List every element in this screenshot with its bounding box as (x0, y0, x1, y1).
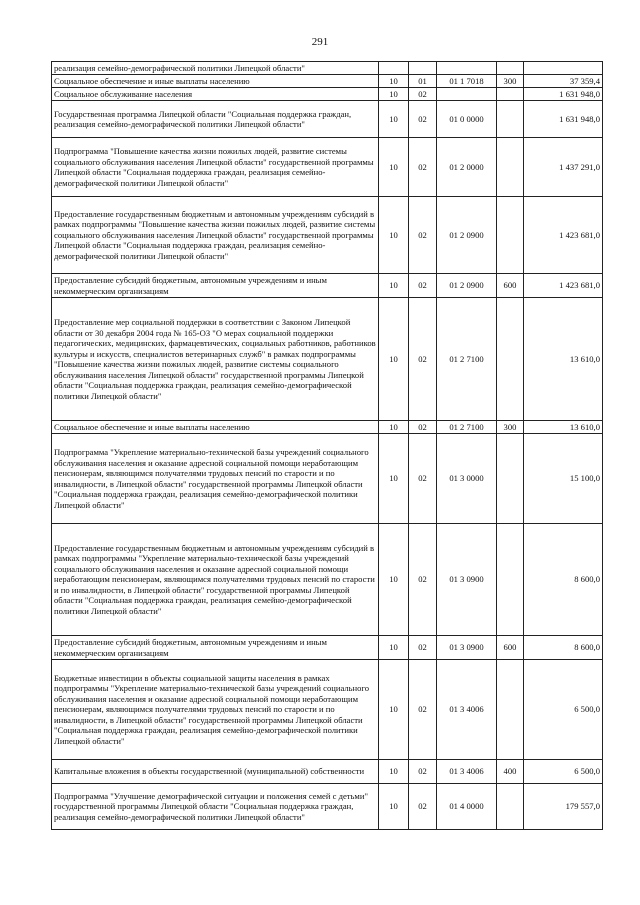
section-code (379, 62, 409, 75)
amount: 6 500,0 (524, 760, 603, 784)
row-name: Подпрограмма "Улучшение демографической ситуации и положения семей с детьми" государственной программы Липецкой области "Социальная поддержка граждан, реализация семейно-демографической политики Липецкой области" (52, 784, 379, 830)
amount: 8 600,0 (524, 524, 603, 636)
subsection-code: 02 (409, 524, 437, 636)
expense-type-code (497, 660, 524, 760)
page-number: 291 (311, 36, 329, 48)
section-code: 10 (379, 101, 409, 138)
section-code: 10 (379, 421, 409, 434)
target-article-code: 01 2 7100 (437, 298, 497, 421)
table-row (52, 101, 603, 138)
section-code: 10 (379, 298, 409, 421)
amount: 1 423 681,0 (524, 274, 603, 298)
section-code: 10 (379, 636, 409, 660)
row-name: Предоставление государственным бюджетным и автономным учреждениям субсидий в рамках подпрограммы "Укрепление материально-технической базы учреждений социального обслуживания населения и оказание адресной социальной помощи неработающим пенсионерам, являющимся получателями трудовых пенсий по старости и по инвалидности, в Липецкой области" государственной программы Липецкой области "Социальная поддержка граждан, реализация семейно-демографической политики Липецкой области" (52, 524, 379, 636)
subsection-code: 02 (409, 197, 437, 274)
amount: 13 610,0 (524, 421, 603, 434)
target-article-code: 01 3 4006 (437, 760, 497, 784)
section-code: 10 (379, 660, 409, 760)
section-code: 10 (379, 88, 409, 101)
amount: 6 500,0 (524, 660, 603, 760)
amount: 1 423 681,0 (524, 197, 603, 274)
table-row (52, 421, 603, 434)
row-name: Подпрограмма "Повышение качества жизни пожилых людей, развитие системы социального обслуживания населения Липецкой области" государственной программы Липецкой области "Социальная поддержка граждан, реализация семейно-демографической политики Липецкой области" (52, 138, 379, 197)
row-name: реализация семейно-демографической политики Липецкой области" (52, 62, 379, 75)
amount (524, 62, 603, 75)
subsection-code: 02 (409, 101, 437, 138)
row-name: Государственная программа Липецкой области "Социальная поддержка граждан, реализация семейно-демографической политики Липецкой области" (52, 101, 379, 138)
expense-type-code (497, 88, 524, 101)
section-code: 10 (379, 434, 409, 524)
target-article-code (437, 62, 497, 75)
section-code: 10 (379, 524, 409, 636)
table-row (52, 784, 603, 830)
expense-type-code: 300 (497, 75, 524, 88)
amount: 1 631 948,0 (524, 88, 603, 101)
expense-type-code (497, 101, 524, 138)
table-row (52, 524, 603, 636)
section-code: 10 (379, 760, 409, 784)
row-name: Предоставление государственным бюджетным и автономным учреждениям субсидий в рамках подпрограммы "Повышение качества жизни пожилых людей, развитие системы социального обслуживания населения Липецкой области" государственной программы Липецкой области "Социальная поддержка граждан, реализация семейно-демографической политики Липецкой области" (52, 197, 379, 274)
target-article-code (437, 88, 497, 101)
expense-type-code (497, 434, 524, 524)
subsection-code: 02 (409, 274, 437, 298)
amount: 179 557,0 (524, 784, 603, 830)
amount: 1 631 948,0 (524, 101, 603, 138)
expense-type-code: 600 (497, 274, 524, 298)
expense-type-code (497, 784, 524, 830)
amount: 15 100,0 (524, 434, 603, 524)
subsection-code: 02 (409, 88, 437, 101)
table-row (52, 760, 603, 784)
expense-type-code (497, 298, 524, 421)
section-code: 10 (379, 75, 409, 88)
row-name: Бюджетные инвестиции в объекты социальной защиты населения в рамках подпрограммы "Укрепление материально-технической базы учреждений социального обслуживания населения и оказание адресной социальной помощи неработающим пенсионерам, являющимся получателями трудовых пенсий по старости и по инвалидности, в Липецкой области" государственной программы Липецкой области "Социальная поддержка граждан, реализация семейно-демографической политики Липецкой области" (52, 660, 379, 760)
subsection-code: 02 (409, 784, 437, 830)
subsection-code: 02 (409, 421, 437, 434)
table-row (52, 660, 603, 760)
table-row (52, 138, 603, 197)
target-article-code: 01 3 0900 (437, 524, 497, 636)
target-article-code: 01 2 0900 (437, 197, 497, 274)
row-name: Предоставление субсидий бюджетным, автономным учреждениям и иным некоммерческим организациям (52, 274, 379, 298)
row-name: Социальное обеспечение и иные выплаты населению (52, 421, 379, 434)
subsection-code: 02 (409, 636, 437, 660)
row-name: Подпрограмма "Укрепление материально-технической базы учреждений социального обслуживания населения и оказание адресной социальной помощи неработающим пенсионерам, являющимся получателями трудовых пенсий по старости и по инвалидности, в Липецкой области" государственной программы Липецкой области "Социальная поддержка граждан, реализация семейно-демографической политики Липецкой области" (52, 434, 379, 524)
target-article-code: 01 4 0000 (437, 784, 497, 830)
amount: 13 610,0 (524, 298, 603, 421)
table-row (52, 62, 603, 75)
target-article-code: 01 3 0000 (437, 434, 497, 524)
target-article-code: 01 3 4006 (437, 660, 497, 760)
amount: 37 359,4 (524, 75, 603, 88)
amount: 1 437 291,0 (524, 138, 603, 197)
row-name: Капитальные вложения в объекты государственной (муниципальной) собственности (52, 760, 379, 784)
table-row (52, 274, 603, 298)
table-row (52, 298, 603, 421)
section-code: 10 (379, 784, 409, 830)
subsection-code: 02 (409, 760, 437, 784)
table-row (52, 88, 603, 101)
expense-type-code: 400 (497, 760, 524, 784)
section-code: 10 (379, 274, 409, 298)
subsection-code: 02 (409, 660, 437, 760)
amount: 8 600,0 (524, 636, 603, 660)
expense-type-code (497, 524, 524, 636)
table-row (52, 434, 603, 524)
subsection-code: 02 (409, 138, 437, 197)
target-article-code: 01 2 0900 (437, 274, 497, 298)
table-row (52, 636, 603, 660)
expense-type-code (497, 62, 524, 75)
target-article-code: 01 2 0000 (437, 138, 497, 197)
subsection-code: 01 (409, 75, 437, 88)
target-article-code: 01 0 0000 (437, 101, 497, 138)
subsection-code (409, 62, 437, 75)
budget-table (51, 61, 603, 830)
row-name: Предоставление субсидий бюджетным, автономным учреждениям и иным некоммерческим организациям (52, 636, 379, 660)
target-article-code: 01 1 7018 (437, 75, 497, 88)
row-name: Предоставление мер социальной поддержки в соответствии с Законом Липецкой области от 30 декабря 2004 года № 165-ОЗ "О мерах социальной поддержки педагогических, медицинских, фармацевтических, социальных работников, работников культуры и искусств, специалистов ветеринарных служб" в рамках подпрограммы "Повышение качества жизни пожилых людей, развитие системы социального обслуживания населения Липецкой области" государственной программы Липецкой области "Социальная поддержка граждан, реализация семейно-демографической политики Липецкой области" (52, 298, 379, 421)
expense-type-code (497, 197, 524, 274)
expense-type-code (497, 138, 524, 197)
budget-table-body (52, 62, 603, 830)
section-code: 10 (379, 138, 409, 197)
table-row (52, 197, 603, 274)
target-article-code: 01 2 7100 (437, 421, 497, 434)
table-row (52, 75, 603, 88)
row-name: Социальное обеспечение и иные выплаты населению (52, 75, 379, 88)
expense-type-code: 600 (497, 636, 524, 660)
row-name: Социальное обслуживание населения (52, 88, 379, 101)
target-article-code: 01 3 0900 (437, 636, 497, 660)
subsection-code: 02 (409, 434, 437, 524)
section-code: 10 (379, 197, 409, 274)
expense-type-code: 300 (497, 421, 524, 434)
subsection-code: 02 (409, 298, 437, 421)
